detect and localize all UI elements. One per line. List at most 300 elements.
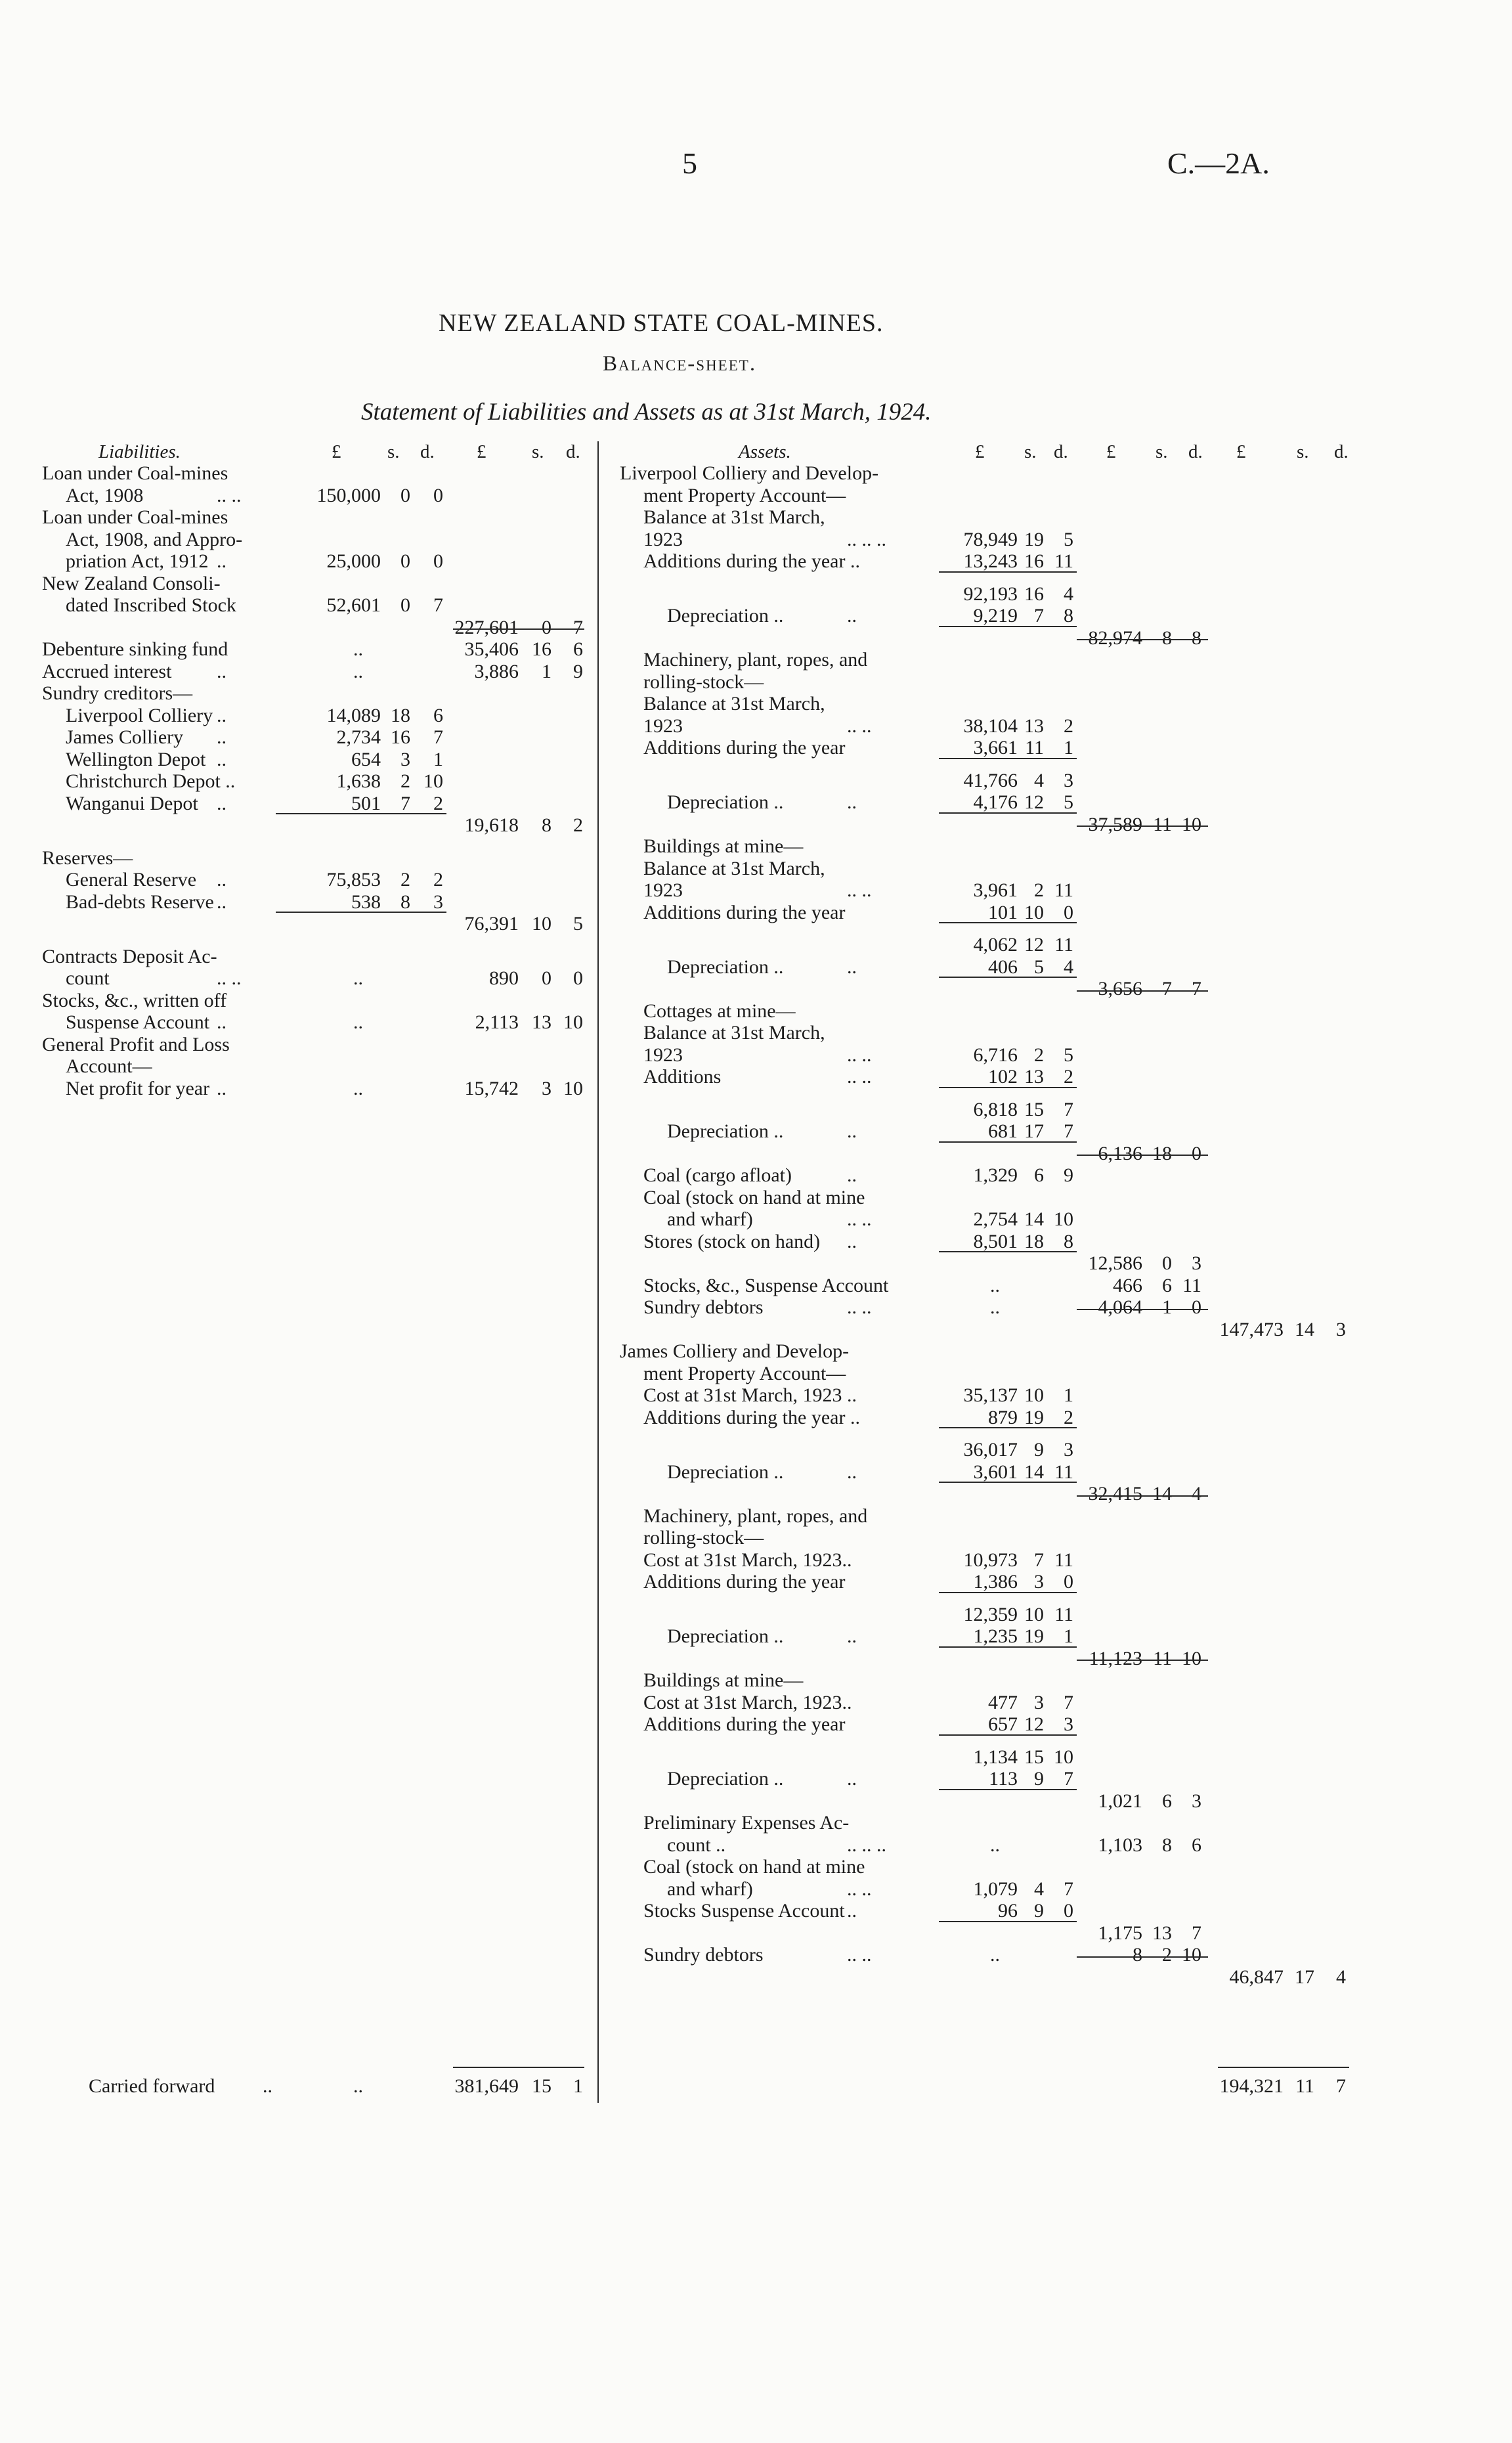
asset-row xyxy=(0,1099,1512,1121)
amount-shillings: 15 xyxy=(1024,1098,1044,1120)
row-label: count .. xyxy=(667,1834,726,1856)
asset-row xyxy=(0,1604,1512,1626)
asset-row xyxy=(0,462,1512,485)
leader-dots-column: .. xyxy=(990,1834,1000,1856)
amount-pounds: 3,656 xyxy=(1098,978,1142,1000)
amount-pounds: 8 xyxy=(1133,1944,1142,1966)
amount-shillings: 14 xyxy=(1295,1318,1314,1340)
row-label: Loan under Coal-mines xyxy=(42,462,228,484)
amount-pence: 0 xyxy=(1064,1571,1073,1593)
amount-pounds: 1,638 xyxy=(336,770,381,792)
amount-pounds: 92,193 xyxy=(963,583,1018,605)
amount-pounds: 3,886 xyxy=(474,660,519,682)
amount-pence: 1 xyxy=(433,748,443,770)
asset-row xyxy=(0,814,1512,836)
amount-pounds: 37,589 xyxy=(1088,813,1142,835)
row-label: Debenture sinking fund xyxy=(42,638,228,660)
amount-pence: 7 xyxy=(1064,1768,1073,1790)
amount-shillings: 9 xyxy=(1034,1768,1044,1790)
liab-total-pounds: 381,649 xyxy=(454,2075,519,2097)
amount-pence: 7 xyxy=(573,616,583,638)
amount-pence: 7 xyxy=(1192,1922,1201,1944)
leader-dots-column: .. xyxy=(353,1011,363,1033)
row-label: Additions during the year xyxy=(643,901,846,923)
amount-pounds: 35,137 xyxy=(963,1384,1018,1406)
amount-pence: 5 xyxy=(1064,791,1073,813)
amount-pence: 10 xyxy=(1182,1647,1201,1669)
asset-row xyxy=(0,879,1512,902)
asset-row xyxy=(0,550,1512,573)
leader-dots: .. .. xyxy=(847,715,872,737)
amount-shillings: 18 xyxy=(391,704,410,726)
leader-dots: .. xyxy=(847,1768,857,1790)
amount-pounds: 78,949 xyxy=(963,528,1018,550)
amount-pounds: 96 xyxy=(998,1900,1018,1922)
row-label: Depreciation .. xyxy=(667,605,784,627)
asset-row xyxy=(0,835,1512,858)
amount-pence: 2 xyxy=(433,869,443,891)
row-label: General Profit and Loss xyxy=(42,1033,230,1055)
row-label: Cottages at mine— xyxy=(643,1000,796,1022)
amount-shillings: 8 xyxy=(1162,627,1172,649)
asset-row xyxy=(0,506,1512,529)
assets-heading: Assets. xyxy=(739,441,791,462)
asset-pence-head-3: d. xyxy=(1334,441,1349,462)
asset-row xyxy=(0,1044,1512,1067)
amount-pence: 8 xyxy=(1064,1230,1073,1252)
row-label: Accrued interest xyxy=(42,660,172,682)
asset-row xyxy=(0,1439,1512,1461)
amount-pounds: 3,961 xyxy=(973,879,1018,901)
asset-shilling-head-2: s. xyxy=(1156,441,1168,462)
asset-row xyxy=(0,1505,1512,1528)
liab-total-shillings: 15 xyxy=(532,2075,551,2097)
liab-shilling-head-2: s. xyxy=(532,441,544,462)
asset-row xyxy=(0,715,1512,737)
leader-dots-column: .. xyxy=(353,638,363,660)
amount-shillings: 15 xyxy=(1024,1746,1044,1768)
liab-footer-rule xyxy=(453,2067,584,2068)
amount-pounds: 76,391 xyxy=(464,913,519,935)
amount-pounds: 3,601 xyxy=(973,1461,1018,1483)
amount-shillings: 10 xyxy=(1024,1603,1044,1625)
row-label: 1923 xyxy=(643,879,683,901)
column-rule xyxy=(1077,1155,1208,1156)
amount-pounds: 11,123 xyxy=(1089,1647,1142,1669)
asset-row xyxy=(0,956,1512,979)
asset-row xyxy=(0,1922,1512,1945)
asset-row xyxy=(0,770,1512,792)
asset-row xyxy=(0,1746,1512,1769)
amount-pence: 5 xyxy=(1064,528,1073,550)
amount-pounds: 6,716 xyxy=(973,1044,1018,1066)
liab-pound-head-1: £ xyxy=(332,441,341,462)
row-label: Additions during the year xyxy=(643,1571,846,1593)
row-label: Additions during the year xyxy=(643,737,846,759)
amount-pence: 3 xyxy=(1192,1252,1201,1274)
amount-pence: 10 xyxy=(1182,1944,1201,1966)
asset-row xyxy=(0,1966,1512,1989)
leader-dots: .. .. .. xyxy=(847,528,886,550)
asset-pound-head-3: £ xyxy=(1236,441,1246,462)
amount-shillings: 0 xyxy=(1162,1252,1172,1274)
amount-pounds: 75,853 xyxy=(326,869,381,891)
asset-row xyxy=(0,1790,1512,1813)
row-label: Account— xyxy=(66,1055,152,1077)
row-label: Sundry debtors xyxy=(643,1944,764,1966)
row-label: Stocks Suspense Account xyxy=(643,1900,845,1922)
leader-dots: .. .. xyxy=(847,1208,872,1230)
row-label: James Colliery xyxy=(66,726,184,748)
asset-row xyxy=(0,671,1512,693)
statement-heading: Statement of Liabilities and Assets as at 31st March, 1924. xyxy=(361,399,932,426)
amount-pounds: 19,618 xyxy=(464,814,519,836)
asset-row xyxy=(0,1407,1512,1429)
amount-pounds: 879 xyxy=(988,1406,1018,1428)
amount-shillings: 13 xyxy=(1024,1066,1044,1088)
amount-pounds: 4,176 xyxy=(973,791,1018,813)
amount-pounds: 52,601 xyxy=(326,594,381,616)
amount-pounds: 6,818 xyxy=(973,1098,1018,1120)
amount-pounds: 14,089 xyxy=(326,704,381,726)
asset-row xyxy=(0,1231,1512,1253)
amount-pounds: 12,586 xyxy=(1088,1252,1142,1274)
amount-shillings: 11 xyxy=(1153,813,1172,835)
amount-pence: 7 xyxy=(1064,1691,1073,1713)
amount-pounds: 113 xyxy=(989,1768,1018,1790)
amount-pence: 8 xyxy=(1192,627,1201,649)
asset-row xyxy=(0,529,1512,551)
carried-forward-dots-col1: .. xyxy=(353,2075,363,2097)
amount-pence: 10 xyxy=(1182,813,1201,835)
document-code: C.—2A. xyxy=(1167,146,1270,180)
row-label: Sundry debtors xyxy=(643,1296,764,1318)
row-label: Coal (stock on hand at mine xyxy=(643,1856,865,1878)
amount-shillings: 18 xyxy=(1024,1230,1044,1252)
leader-dots: .. xyxy=(847,791,857,813)
row-label: Buildings at mine— xyxy=(643,835,804,857)
column-rule xyxy=(1077,825,1208,827)
row-label: rolling-stock— xyxy=(643,671,764,693)
amount-pounds: 13,243 xyxy=(963,550,1018,572)
row-label: Wellington Depot xyxy=(66,748,206,770)
amount-pounds: 2,754 xyxy=(973,1208,1018,1230)
amount-shillings: 8 xyxy=(1162,1834,1172,1856)
row-label: Stocks, &c., written off xyxy=(42,989,227,1011)
amount-shillings: 19 xyxy=(1024,1406,1044,1428)
leader-dots: .. xyxy=(217,748,227,770)
amount-pounds: 890 xyxy=(489,967,519,989)
amount-shillings: 14 xyxy=(1024,1461,1044,1483)
amount-shillings: 2 xyxy=(400,869,410,891)
asset-row xyxy=(0,1483,1512,1505)
leader-dots: .. xyxy=(217,792,227,814)
asset-row xyxy=(0,605,1512,627)
liabilities-heading: Liabilities. xyxy=(98,441,181,462)
asset-total-shillings: 11 xyxy=(1295,2075,1314,2097)
leader-dots: .. xyxy=(847,1230,857,1252)
amount-pence: 11 xyxy=(1054,1603,1073,1625)
amount-pounds: 4,062 xyxy=(973,934,1018,956)
amount-shillings: 18 xyxy=(1152,1142,1172,1164)
row-label: dated Inscribed Stock xyxy=(66,594,236,616)
amount-pounds: 8,501 xyxy=(973,1230,1018,1252)
column-rule xyxy=(939,922,1077,923)
asset-row xyxy=(0,1856,1512,1878)
amount-shillings: 0 xyxy=(542,967,551,989)
row-label: Cost at 31st March, 1923.. xyxy=(643,1691,852,1713)
amount-shillings: 3 xyxy=(1034,1691,1044,1713)
asset-row xyxy=(0,1900,1512,1922)
amount-pence: 6 xyxy=(573,638,583,660)
row-label: Balance at 31st March, xyxy=(643,1022,825,1044)
amount-shillings: 10 xyxy=(1024,1384,1044,1406)
liab-pound-head-2: £ xyxy=(477,441,486,462)
amount-shillings: 1 xyxy=(542,660,551,682)
asset-pence-head-2: d. xyxy=(1188,441,1203,462)
asset-row xyxy=(0,1834,1512,1857)
row-label: priation Act, 1912 xyxy=(66,550,209,572)
amount-pounds: 1,134 xyxy=(973,1746,1018,1768)
row-label: Coal (stock on hand at mine xyxy=(643,1186,865,1208)
leader-dots-column: .. xyxy=(990,1944,1000,1966)
row-label: Suspense Account xyxy=(66,1011,210,1033)
row-label: General Reserve xyxy=(66,869,197,891)
amount-shillings: 0 xyxy=(400,550,410,572)
amount-pence: 4 xyxy=(1064,956,1073,978)
amount-shillings: 12 xyxy=(1024,791,1044,813)
amount-pounds: 41,766 xyxy=(963,769,1018,791)
asset-row xyxy=(0,934,1512,956)
amount-shillings: 11 xyxy=(1025,737,1044,759)
row-label: Balance at 31st March, xyxy=(643,857,825,879)
amount-shillings: 17 xyxy=(1295,1966,1314,1988)
amount-shillings: 8 xyxy=(400,891,410,913)
asset-row xyxy=(0,1164,1512,1187)
amount-pounds: 466 xyxy=(1113,1274,1142,1296)
amount-shillings: 2 xyxy=(1034,1044,1044,1066)
amount-pounds: 101 xyxy=(988,901,1018,923)
row-label: Additions xyxy=(643,1066,722,1088)
leader-dots: .. xyxy=(217,869,227,891)
amount-shillings: 11 xyxy=(1153,1647,1172,1669)
leader-dots: .. xyxy=(217,1077,227,1099)
column-rule xyxy=(1077,639,1208,640)
row-label: Christchurch Depot .. xyxy=(66,770,236,792)
amount-pounds: 150,000 xyxy=(316,484,381,506)
page-number: 5 xyxy=(682,146,697,180)
amount-shillings: 12 xyxy=(1024,1713,1044,1735)
amount-pounds: 6,136 xyxy=(1098,1142,1142,1164)
asset-row xyxy=(0,485,1512,507)
liab-shilling-head-1: s. xyxy=(387,441,400,462)
leader-dots: .. xyxy=(847,1120,857,1142)
leader-dots: .. xyxy=(217,1011,227,1033)
amount-shillings: 10 xyxy=(532,913,551,935)
leader-dots: .. .. xyxy=(847,1878,872,1900)
amount-pence: 7 xyxy=(1192,978,1201,1000)
column-rule xyxy=(1077,1956,1208,1958)
asset-row xyxy=(0,1363,1512,1385)
amount-pounds: 35,406 xyxy=(464,638,519,660)
amount-shillings: 0 xyxy=(400,594,410,616)
amount-shillings: 3 xyxy=(1034,1571,1044,1593)
amount-pence: 4 xyxy=(1192,1483,1201,1505)
amount-pence: 9 xyxy=(573,660,583,682)
amount-pence: 10 xyxy=(563,1011,583,1033)
amount-shillings: 7 xyxy=(1162,978,1172,1000)
amount-pence: 2 xyxy=(1064,1406,1073,1428)
amount-shillings: 13 xyxy=(1152,1922,1172,1944)
amount-shillings: 6 xyxy=(1162,1274,1172,1296)
row-label: ment Property Account— xyxy=(643,484,846,506)
asset-row xyxy=(0,649,1512,671)
amount-pounds: 538 xyxy=(351,891,381,913)
leader-dots: .. xyxy=(847,956,857,978)
amount-pounds: 147,473 xyxy=(1219,1318,1284,1340)
asset-pound-head-1: £ xyxy=(975,441,985,462)
amount-shillings: 4 xyxy=(1034,769,1044,791)
amount-pounds: 2,734 xyxy=(336,726,381,748)
amount-shillings: 10 xyxy=(1024,901,1044,923)
row-label: Reserves— xyxy=(42,847,133,869)
asset-row xyxy=(0,1648,1512,1670)
amount-pence: 3 xyxy=(1192,1790,1201,1812)
row-label: Sundry creditors— xyxy=(42,682,193,704)
row-label: 1923 xyxy=(643,715,683,737)
row-label: Cost at 31st March, 1923 .. xyxy=(643,1384,857,1406)
amount-shillings: 16 xyxy=(391,726,410,748)
amount-pence: 0 xyxy=(433,484,443,506)
row-label: Additions during the year .. xyxy=(643,550,860,572)
row-label: Additions during the year .. xyxy=(643,1406,860,1428)
amount-pence: 2 xyxy=(1064,715,1073,737)
asset-row xyxy=(0,1275,1512,1297)
asset-row xyxy=(0,693,1512,715)
amount-shillings: 2 xyxy=(1034,879,1044,901)
amount-shillings: 7 xyxy=(1034,1549,1044,1571)
asset-row xyxy=(0,1669,1512,1692)
leader-dots: .. .. xyxy=(847,1066,872,1088)
amount-pence: 7 xyxy=(433,594,443,616)
amount-pence: 5 xyxy=(573,913,583,935)
amount-shillings: 6 xyxy=(1162,1790,1172,1812)
asset-shilling-head-3: s. xyxy=(1297,441,1309,462)
asset-row xyxy=(0,1143,1512,1165)
amount-shillings: 16 xyxy=(1024,583,1044,605)
amount-pounds: 227,601 xyxy=(454,616,519,638)
amount-pence: 8 xyxy=(1064,605,1073,627)
row-label: Preliminary Expenses Ac- xyxy=(643,1812,850,1834)
asset-row xyxy=(0,1944,1512,1966)
leader-dots: .. xyxy=(847,605,857,627)
amount-pence: 1 xyxy=(1064,1384,1073,1406)
amount-pence: 10 xyxy=(1054,1746,1073,1768)
column-rule xyxy=(939,1592,1077,1593)
amount-shillings: 14 xyxy=(1024,1208,1044,1230)
amount-pence: 4 xyxy=(1064,583,1073,605)
amount-pounds: 1,386 xyxy=(973,1571,1018,1593)
asset-row xyxy=(0,1319,1512,1341)
amount-shillings: 6 xyxy=(1034,1164,1044,1186)
amount-pounds: 657 xyxy=(988,1713,1018,1735)
leader-dots: .. .. xyxy=(217,484,242,506)
column-rule xyxy=(1077,1660,1208,1661)
asset-row xyxy=(0,1571,1512,1593)
column-rule xyxy=(1077,1309,1208,1310)
amount-shillings: 13 xyxy=(1024,715,1044,737)
leader-dots: .. xyxy=(847,1461,857,1483)
amount-pence: 7 xyxy=(1064,1120,1073,1142)
amount-shillings: 5 xyxy=(1034,956,1044,978)
amount-shillings: 19 xyxy=(1024,1625,1044,1647)
amount-pounds: 46,847 xyxy=(1229,1966,1284,1988)
row-label: Cost at 31st March, 1923.. xyxy=(643,1549,852,1571)
amount-pounds: 2,113 xyxy=(475,1011,519,1033)
asset-pound-head-2: £ xyxy=(1106,441,1116,462)
amount-pence: 10 xyxy=(563,1077,583,1099)
leader-dots: .. .. .. xyxy=(847,1834,886,1856)
amount-pounds: 36,017 xyxy=(963,1439,1018,1461)
amount-pounds: 102 xyxy=(988,1066,1018,1088)
row-label: ment Property Account— xyxy=(643,1362,846,1384)
amount-pounds: 12,359 xyxy=(963,1603,1018,1625)
asset-row xyxy=(0,1208,1512,1231)
amount-shillings: 3 xyxy=(400,748,410,770)
column-rule xyxy=(939,1427,1077,1428)
amount-pence: 11 xyxy=(1054,550,1073,572)
row-label: Buildings at mine— xyxy=(643,1669,804,1691)
row-label: Additions during the year xyxy=(643,1713,846,1735)
amount-pounds: 1,079 xyxy=(973,1878,1018,1900)
column-rule xyxy=(939,571,1077,573)
amount-shillings: 13 xyxy=(532,1011,551,1033)
amount-pence: 7 xyxy=(1064,1098,1073,1120)
row-label: Depreciation .. xyxy=(667,956,784,978)
asset-row xyxy=(0,1000,1512,1023)
column-rule xyxy=(939,758,1077,759)
row-label: Act, 1908, and Appro- xyxy=(66,528,243,550)
amount-shillings: 0 xyxy=(542,616,551,638)
row-label: Wanganui Depot xyxy=(66,792,198,814)
leader-dots: .. xyxy=(847,1625,857,1647)
row-label: Machinery, plant, ropes, and xyxy=(643,649,868,671)
amount-pounds: 1,235 xyxy=(973,1625,1018,1647)
amount-pence: 3 xyxy=(1064,1713,1073,1735)
leader-dots-column: .. xyxy=(353,1077,363,1099)
asset-footer-rule xyxy=(1218,2067,1349,2068)
row-label: Liverpool Colliery and Develop- xyxy=(620,462,879,484)
row-label: New Zealand Consoli- xyxy=(42,572,221,594)
amount-pence: 0 xyxy=(573,967,583,989)
leader-dots-column: .. xyxy=(353,967,363,989)
amount-pence: 7 xyxy=(1064,1878,1073,1900)
asset-row xyxy=(0,1692,1512,1714)
leader-dots-column: .. xyxy=(990,1296,1000,1318)
amount-pounds: 25,000 xyxy=(326,550,381,572)
amount-pounds: 9,219 xyxy=(973,605,1018,627)
row-label: Depreciation .. xyxy=(667,791,784,813)
amount-pounds: 1,103 xyxy=(1098,1834,1142,1856)
asset-row xyxy=(0,1549,1512,1572)
asset-row xyxy=(0,1252,1512,1275)
amount-shillings: 8 xyxy=(542,814,551,836)
asset-row xyxy=(0,1296,1512,1319)
amount-pence: 0 xyxy=(1064,1900,1073,1922)
leader-dots: .. .. xyxy=(847,1944,872,1966)
amount-pounds: 477 xyxy=(988,1691,1018,1713)
amount-pence: 3 xyxy=(433,891,443,913)
